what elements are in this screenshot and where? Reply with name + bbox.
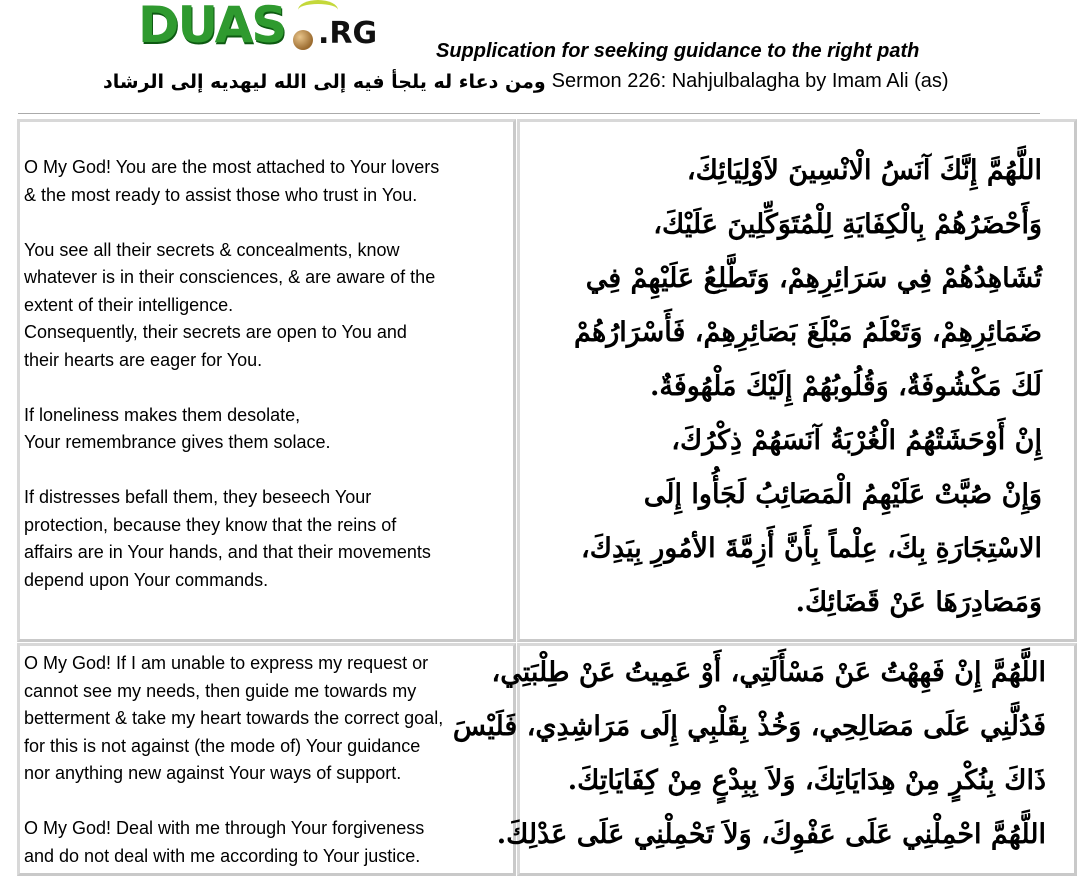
logo-tld: .RG <box>318 16 378 51</box>
arabic-line: اللَّهُمَّ إِنَّكَ آنَسُ الْانْسِينَ لاَوْلِيَائِكَ، <box>686 155 1042 186</box>
english-translation-cell-1 <box>17 119 516 642</box>
translation-line: You see all their secrets & concealments, know <box>24 239 400 260</box>
translation-line: depend upon Your commands. <box>24 569 269 590</box>
translation-line: protection, because they know that the reins of <box>24 514 397 535</box>
translation-line: O My God! If I am unable to express my request or <box>24 653 429 673</box>
translation-line <box>24 457 513 485</box>
logo-text: DUAS <box>138 0 286 54</box>
translation-line: affairs are in Your hands, and that their movements <box>24 542 431 562</box>
arabic-line: إِنْ أَوْحَشَتْهُمُ الْغُرْبَةُ آنَسَهُمْ ذِكْرُكَ، <box>671 425 1042 456</box>
translation-line: nor anything new against Your ways of support. <box>24 763 402 783</box>
page-title: Supplication for seeking guidance to the right path <box>436 40 920 62</box>
translation-line: cannot see my needs, then guide me towards my <box>24 680 417 701</box>
arabic-line: فَدُلَّنِي عَلَى مَصَالِحِي، وَخُذْ بِقَلْبِي إِلَى مَرَاشِدِي، فَلَيْسَ <box>452 711 1046 742</box>
translation-line: & the most ready to assist those who trust in You. <box>24 184 418 205</box>
translation-line: If loneliness makes them desolate, <box>24 404 301 425</box>
translation-line: extent of their intelligence. <box>24 294 234 315</box>
site-logo[interactable] <box>138 0 438 56</box>
source-line <box>103 70 1006 93</box>
arabic-line: وَمَصَادِرَهَا عَنْ قَضَائِكَ. <box>795 587 1042 618</box>
arabic-line: اللَّهُمَّ إِنْ فَهِهْتُ عَنْ مَسْأَلَتِي، أَوْ عَمِيتُ عَنْ طِلْبَتِي، <box>491 657 1046 688</box>
arabic-text-cell-2 <box>452 643 1077 876</box>
translation-line: O My God! You are the most attached to Your lovers <box>24 157 440 177</box>
arabic-line: الاسْتِجَارَةِ بِكَ، عِلْماً بِأَنَّ أَزِمَّةَ الأمُورِ بِيَدِكَ، <box>581 533 1042 564</box>
arabic-line: تُشَاهِدُهُمْ فِي سَرَائِرِهِمْ، وَتَطَّلِعُ عَلَيْهِمْ فِي <box>585 263 1042 294</box>
arabic-line: اللَّهُمَّ احْمِلْنِي عَلَى عَفْوِكَ، وَلاَ تَحْمِلْنِي عَلَى عَدْلِكَ. <box>496 819 1046 850</box>
translation-line <box>24 788 513 816</box>
arabic-line: ذَاكَ بِنُكْرٍ مِنْ هِدَايَاتِكَ، وَلاَ بِبِدْعٍ مِنْ كِفَايَاتِكَ. <box>567 765 1046 796</box>
translation-line <box>24 209 513 237</box>
source-english: Sermon 226: Nahjulbalagha by Imam Ali (as) <box>551 70 949 92</box>
translation-line: betterment & take my heart towards the correct goal, <box>24 708 444 728</box>
translation-line: Your remembrance gives them solace. <box>24 432 331 452</box>
prayer-beads-icon <box>293 30 313 50</box>
translation-line: and do not deal with me according to Your justice. <box>24 845 421 866</box>
header-divider <box>18 113 1040 114</box>
source-arabic: ومن دعاء له يلجأ فيه إلى الله ليهديه إلى الرشاد <box>103 70 546 93</box>
translation-line <box>24 374 513 402</box>
translation-line: whatever is in their consciences, & are aware of the <box>24 267 436 287</box>
arabic-line: لَكَ مَكْشُوفَةٌ، وَقُلُوبُهُمْ إِلَيْكَ مَلْهُوفَةٌ. <box>649 371 1042 402</box>
translation-line: for this is not against (the mode of) Your guidance <box>24 735 421 756</box>
translation-line: If distresses befall them, they beseech Your <box>24 487 372 507</box>
translation-line: O My God! Deal with me through Your forgiveness <box>24 818 425 838</box>
arabic-line: وَإِنْ صُبَّتْ عَلَيْهِمُ الْمَصَائِبُ لَجَأُوا إِلَى <box>643 479 1042 510</box>
arabic-line: ضَمَائِرِهِمْ، وَتَعْلَمُ مَبْلَغَ بَصَائِرِهِمْ، فَأَسْرَارُهُمْ <box>574 317 1042 348</box>
translation-line: their hearts are eager for You. <box>24 349 263 370</box>
arabic-line: وَأَحْضَرُهُمْ بِالْكِفَايَةِ لِلْمُتَوَكِّلِينَ عَلَيْكَ، <box>653 209 1042 240</box>
english-translation-cell-2 <box>17 643 516 876</box>
translation-line: Consequently, their secrets are open to You and <box>24 322 407 342</box>
arabic-text-cell-1 <box>517 119 1077 642</box>
